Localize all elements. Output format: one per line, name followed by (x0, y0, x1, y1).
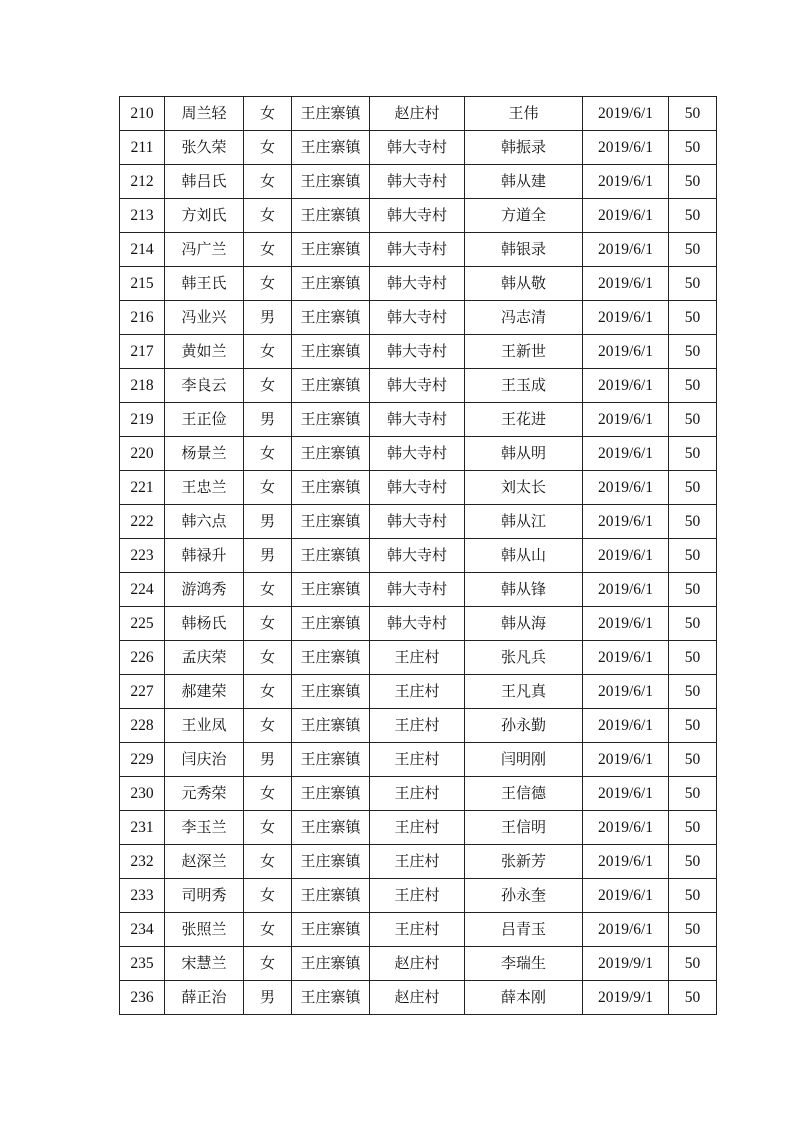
name-cell: 赵深兰 (165, 845, 244, 879)
town-cell: 王庄寨镇 (292, 947, 370, 981)
date-cell: 2019/6/1 (583, 233, 669, 267)
date-cell: 2019/6/1 (583, 811, 669, 845)
table-row (120, 573, 717, 607)
recipient-cell: 孙永奎 (465, 879, 583, 913)
recipient-cell: 张新芳 (465, 845, 583, 879)
gender-cell: 女 (244, 369, 292, 403)
village-cell: 王庄村 (370, 709, 465, 743)
gender-cell: 女 (244, 199, 292, 233)
recipient-cell: 闫明刚 (465, 743, 583, 777)
serial-number-cell: 215 (120, 267, 165, 301)
date-cell: 2019/6/1 (583, 131, 669, 165)
date-cell: 2019/6/1 (583, 437, 669, 471)
serial-number-cell: 220 (120, 437, 165, 471)
recipient-cell: 韩从敬 (465, 267, 583, 301)
amount-cell: 50 (669, 811, 717, 845)
amount-cell: 50 (669, 981, 717, 1015)
gender-cell: 女 (244, 811, 292, 845)
serial-number-cell: 216 (120, 301, 165, 335)
date-cell: 2019/6/1 (583, 641, 669, 675)
table-row (120, 165, 717, 199)
gender-cell: 女 (244, 709, 292, 743)
serial-number-cell: 219 (120, 403, 165, 437)
date-cell: 2019/6/1 (583, 539, 669, 573)
recipient-cell: 韩从建 (465, 165, 583, 199)
gender-cell: 女 (244, 335, 292, 369)
village-cell: 王庄村 (370, 641, 465, 675)
amount-cell: 50 (669, 743, 717, 777)
amount-cell: 50 (669, 947, 717, 981)
recipient-cell: 韩从山 (465, 539, 583, 573)
name-cell: 张久荣 (165, 131, 244, 165)
gender-cell: 女 (244, 845, 292, 879)
name-cell: 闫庆治 (165, 743, 244, 777)
town-cell: 王庄寨镇 (292, 539, 370, 573)
amount-cell: 50 (669, 437, 717, 471)
amount-cell: 50 (669, 879, 717, 913)
recipient-cell: 韩银录 (465, 233, 583, 267)
table-row (120, 233, 717, 267)
table-row (120, 879, 717, 913)
village-cell: 韩大寺村 (370, 369, 465, 403)
serial-number-cell: 224 (120, 573, 165, 607)
village-cell: 韩大寺村 (370, 267, 465, 301)
recipient-cell: 孙永勤 (465, 709, 583, 743)
table-row (120, 641, 717, 675)
gender-cell: 女 (244, 675, 292, 709)
town-cell: 王庄寨镇 (292, 573, 370, 607)
date-cell: 2019/6/1 (583, 199, 669, 233)
town-cell: 王庄寨镇 (292, 403, 370, 437)
recipient-cell: 王信明 (465, 811, 583, 845)
serial-number-cell: 232 (120, 845, 165, 879)
amount-cell: 50 (669, 641, 717, 675)
date-cell: 2019/9/1 (583, 947, 669, 981)
village-cell: 王庄村 (370, 675, 465, 709)
village-cell: 赵庄村 (370, 97, 465, 131)
recipient-cell: 薛本刚 (465, 981, 583, 1015)
table-row (120, 471, 717, 505)
date-cell: 2019/6/1 (583, 97, 669, 131)
recipient-cell: 王花进 (465, 403, 583, 437)
amount-cell: 50 (669, 131, 717, 165)
town-cell: 王庄寨镇 (292, 335, 370, 369)
village-cell: 韩大寺村 (370, 131, 465, 165)
name-cell: 王忠兰 (165, 471, 244, 505)
town-cell: 王庄寨镇 (292, 369, 370, 403)
town-cell: 王庄寨镇 (292, 981, 370, 1015)
date-cell: 2019/6/1 (583, 743, 669, 777)
serial-number-cell: 213 (120, 199, 165, 233)
town-cell: 王庄寨镇 (292, 505, 370, 539)
village-cell: 韩大寺村 (370, 301, 465, 335)
amount-cell: 50 (669, 709, 717, 743)
village-cell: 韩大寺村 (370, 403, 465, 437)
date-cell: 2019/6/1 (583, 845, 669, 879)
serial-number-cell: 211 (120, 131, 165, 165)
recipient-cell: 韩从海 (465, 607, 583, 641)
recipient-cell: 韩从锋 (465, 573, 583, 607)
amount-cell: 50 (669, 675, 717, 709)
town-cell: 王庄寨镇 (292, 743, 370, 777)
date-cell: 2019/6/1 (583, 879, 669, 913)
gender-cell: 男 (244, 301, 292, 335)
name-cell: 孟庆荣 (165, 641, 244, 675)
name-cell: 韩六点 (165, 505, 244, 539)
town-cell: 王庄寨镇 (292, 607, 370, 641)
serial-number-cell: 221 (120, 471, 165, 505)
gender-cell: 女 (244, 165, 292, 199)
town-cell: 王庄寨镇 (292, 675, 370, 709)
village-cell: 王庄村 (370, 811, 465, 845)
table-row (120, 811, 717, 845)
gender-cell: 男 (244, 505, 292, 539)
serial-number-cell: 212 (120, 165, 165, 199)
table-row (120, 301, 717, 335)
village-cell: 韩大寺村 (370, 539, 465, 573)
table-row (120, 981, 717, 1015)
table-row (120, 743, 717, 777)
date-cell: 2019/6/1 (583, 267, 669, 301)
serial-number-cell: 236 (120, 981, 165, 1015)
date-cell: 2019/6/1 (583, 505, 669, 539)
gender-cell: 女 (244, 913, 292, 947)
date-cell: 2019/6/1 (583, 709, 669, 743)
gender-cell: 女 (244, 267, 292, 301)
table-row (120, 97, 717, 131)
town-cell: 王庄寨镇 (292, 165, 370, 199)
date-cell: 2019/6/1 (583, 675, 669, 709)
serial-number-cell: 223 (120, 539, 165, 573)
gender-cell: 女 (244, 947, 292, 981)
town-cell: 王庄寨镇 (292, 97, 370, 131)
name-cell: 司明秀 (165, 879, 244, 913)
serial-number-cell: 226 (120, 641, 165, 675)
gender-cell: 女 (244, 879, 292, 913)
recipient-cell: 方道全 (465, 199, 583, 233)
name-cell: 王正俭 (165, 403, 244, 437)
amount-cell: 50 (669, 369, 717, 403)
table-row (120, 199, 717, 233)
recipient-cell: 王凡真 (465, 675, 583, 709)
serial-number-cell: 214 (120, 233, 165, 267)
town-cell: 王庄寨镇 (292, 301, 370, 335)
records-body (120, 97, 717, 1015)
serial-number-cell: 222 (120, 505, 165, 539)
amount-cell: 50 (669, 97, 717, 131)
recipient-cell: 王新世 (465, 335, 583, 369)
table-row (120, 539, 717, 573)
date-cell: 2019/6/1 (583, 335, 669, 369)
name-cell: 薛正治 (165, 981, 244, 1015)
name-cell: 韩王氏 (165, 267, 244, 301)
recipient-cell: 王信德 (465, 777, 583, 811)
village-cell: 韩大寺村 (370, 335, 465, 369)
village-cell: 韩大寺村 (370, 199, 465, 233)
serial-number-cell: 233 (120, 879, 165, 913)
date-cell: 2019/6/1 (583, 369, 669, 403)
date-cell: 2019/6/1 (583, 301, 669, 335)
table-row (120, 845, 717, 879)
gender-cell: 女 (244, 97, 292, 131)
name-cell: 冯广兰 (165, 233, 244, 267)
town-cell: 王庄寨镇 (292, 811, 370, 845)
name-cell: 郝建荣 (165, 675, 244, 709)
gender-cell: 女 (244, 777, 292, 811)
date-cell: 2019/6/1 (583, 913, 669, 947)
town-cell: 王庄寨镇 (292, 845, 370, 879)
serial-number-cell: 235 (120, 947, 165, 981)
serial-number-cell: 218 (120, 369, 165, 403)
table-row (120, 709, 717, 743)
gender-cell: 女 (244, 641, 292, 675)
table-row (120, 437, 717, 471)
village-cell: 王庄村 (370, 845, 465, 879)
name-cell: 韩杨氏 (165, 607, 244, 641)
recipient-cell: 吕青玉 (465, 913, 583, 947)
gender-cell: 男 (244, 539, 292, 573)
serial-number-cell: 234 (120, 913, 165, 947)
gender-cell: 女 (244, 471, 292, 505)
village-cell: 韩大寺村 (370, 607, 465, 641)
amount-cell: 50 (669, 539, 717, 573)
amount-cell: 50 (669, 845, 717, 879)
amount-cell: 50 (669, 301, 717, 335)
date-cell: 2019/6/1 (583, 165, 669, 199)
town-cell: 王庄寨镇 (292, 709, 370, 743)
recipient-cell: 刘太长 (465, 471, 583, 505)
village-cell: 赵庄村 (370, 981, 465, 1015)
gender-cell: 女 (244, 131, 292, 165)
name-cell: 冯业兴 (165, 301, 244, 335)
recipient-cell: 李瑞生 (465, 947, 583, 981)
town-cell: 王庄寨镇 (292, 879, 370, 913)
village-cell: 王庄村 (370, 879, 465, 913)
date-cell: 2019/6/1 (583, 573, 669, 607)
amount-cell: 50 (669, 777, 717, 811)
town-cell: 王庄寨镇 (292, 471, 370, 505)
gender-cell: 男 (244, 403, 292, 437)
gender-cell: 女 (244, 437, 292, 471)
gender-cell: 男 (244, 981, 292, 1015)
table-row (120, 403, 717, 437)
date-cell: 2019/6/1 (583, 471, 669, 505)
serial-number-cell: 225 (120, 607, 165, 641)
town-cell: 王庄寨镇 (292, 913, 370, 947)
serial-number-cell: 229 (120, 743, 165, 777)
town-cell: 王庄寨镇 (292, 199, 370, 233)
amount-cell: 50 (669, 471, 717, 505)
name-cell: 韩禄升 (165, 539, 244, 573)
village-cell: 韩大寺村 (370, 233, 465, 267)
gender-cell: 女 (244, 233, 292, 267)
village-cell: 韩大寺村 (370, 573, 465, 607)
name-cell: 李玉兰 (165, 811, 244, 845)
date-cell: 2019/6/1 (583, 403, 669, 437)
name-cell: 方刘氏 (165, 199, 244, 233)
village-cell: 王庄村 (370, 743, 465, 777)
town-cell: 王庄寨镇 (292, 437, 370, 471)
name-cell: 周兰轻 (165, 97, 244, 131)
amount-cell: 50 (669, 165, 717, 199)
records-table (119, 96, 717, 1015)
amount-cell: 50 (669, 267, 717, 301)
name-cell: 王业凤 (165, 709, 244, 743)
town-cell: 王庄寨镇 (292, 641, 370, 675)
date-cell: 2019/6/1 (583, 607, 669, 641)
amount-cell: 50 (669, 505, 717, 539)
town-cell: 王庄寨镇 (292, 233, 370, 267)
name-cell: 宋慧兰 (165, 947, 244, 981)
name-cell: 黄如兰 (165, 335, 244, 369)
village-cell: 韩大寺村 (370, 505, 465, 539)
date-cell: 2019/9/1 (583, 981, 669, 1015)
table-row (120, 369, 717, 403)
table-row (120, 267, 717, 301)
table-row (120, 335, 717, 369)
village-cell: 韩大寺村 (370, 471, 465, 505)
amount-cell: 50 (669, 199, 717, 233)
recipient-cell: 韩振录 (465, 131, 583, 165)
amount-cell: 50 (669, 233, 717, 267)
table-row (120, 131, 717, 165)
recipient-cell: 张凡兵 (465, 641, 583, 675)
town-cell: 王庄寨镇 (292, 131, 370, 165)
village-cell: 王庄村 (370, 913, 465, 947)
gender-cell: 女 (244, 607, 292, 641)
gender-cell: 女 (244, 573, 292, 607)
village-cell: 赵庄村 (370, 947, 465, 981)
recipient-cell: 韩从江 (465, 505, 583, 539)
serial-number-cell: 231 (120, 811, 165, 845)
amount-cell: 50 (669, 573, 717, 607)
name-cell: 杨景兰 (165, 437, 244, 471)
serial-number-cell: 228 (120, 709, 165, 743)
serial-number-cell: 227 (120, 675, 165, 709)
name-cell: 李良云 (165, 369, 244, 403)
recipient-cell: 王玉成 (465, 369, 583, 403)
recipient-cell: 韩从明 (465, 437, 583, 471)
name-cell: 元秀荣 (165, 777, 244, 811)
name-cell: 张照兰 (165, 913, 244, 947)
town-cell: 王庄寨镇 (292, 777, 370, 811)
serial-number-cell: 230 (120, 777, 165, 811)
table-row (120, 607, 717, 641)
village-cell: 王庄村 (370, 777, 465, 811)
serial-number-cell: 210 (120, 97, 165, 131)
village-cell: 韩大寺村 (370, 437, 465, 471)
name-cell: 韩吕氏 (165, 165, 244, 199)
village-cell: 韩大寺村 (370, 165, 465, 199)
table-row (120, 947, 717, 981)
table-row (120, 777, 717, 811)
amount-cell: 50 (669, 403, 717, 437)
recipient-cell: 王伟 (465, 97, 583, 131)
recipient-cell: 冯志清 (465, 301, 583, 335)
name-cell: 游鸿秀 (165, 573, 244, 607)
table-row (120, 913, 717, 947)
amount-cell: 50 (669, 335, 717, 369)
gender-cell: 男 (244, 743, 292, 777)
serial-number-cell: 217 (120, 335, 165, 369)
town-cell: 王庄寨镇 (292, 267, 370, 301)
date-cell: 2019/6/1 (583, 777, 669, 811)
table-row (120, 675, 717, 709)
amount-cell: 50 (669, 913, 717, 947)
amount-cell: 50 (669, 607, 717, 641)
table-row (120, 505, 717, 539)
